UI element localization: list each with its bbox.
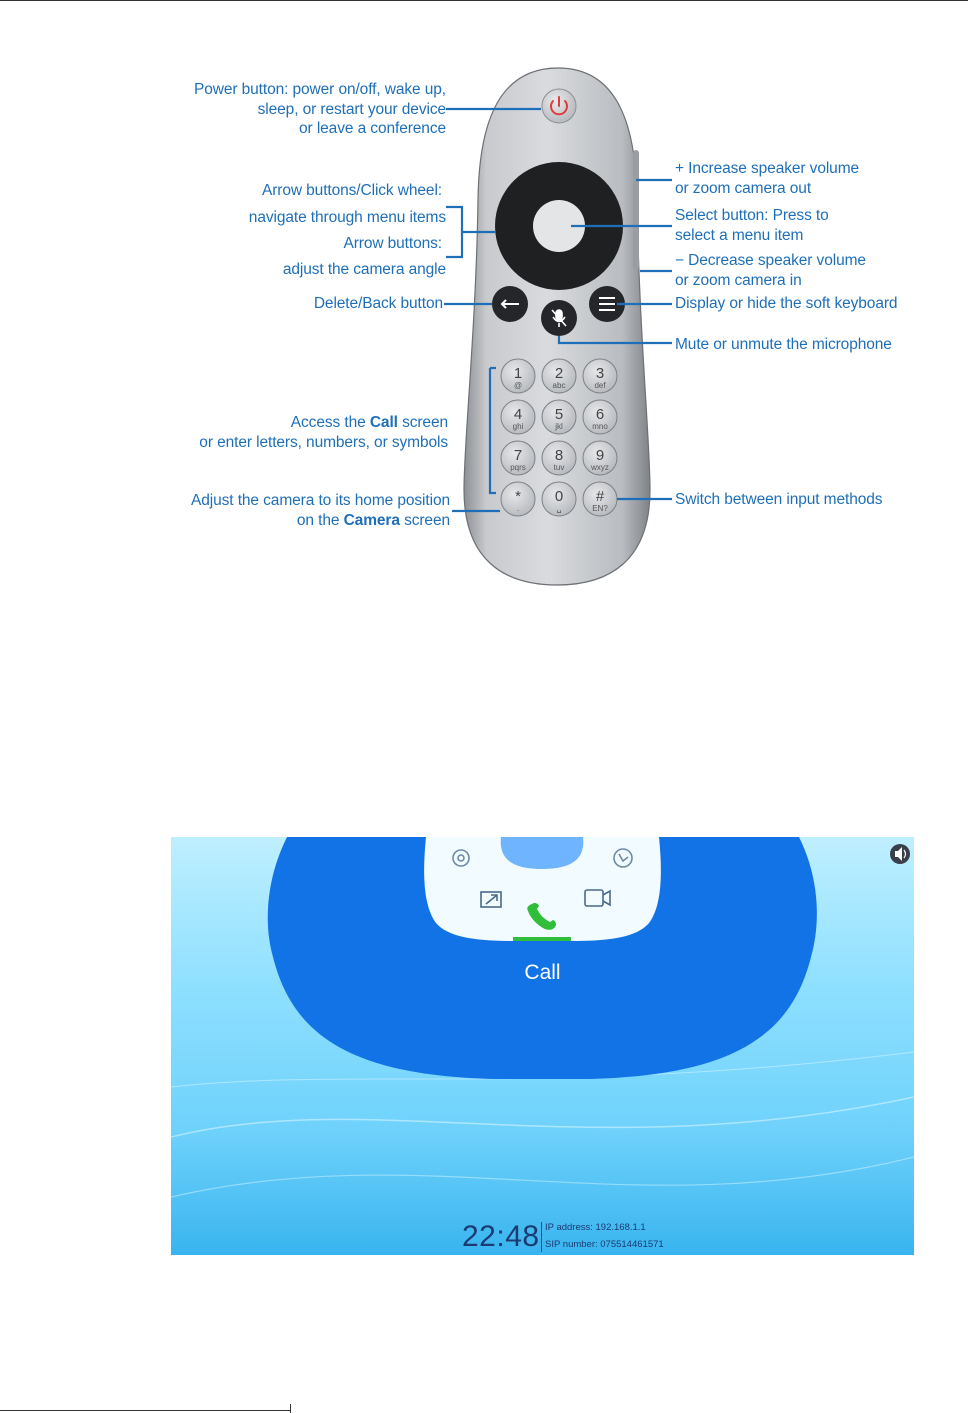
keypad-key-8[interactable] xyxy=(542,441,576,475)
volume-up-line2: or zoom camera out xyxy=(675,179,812,197)
volume-up-callout xyxy=(675,159,859,198)
power-callout-line3: or leave a conference xyxy=(299,120,446,137)
keypad-digit: 0 xyxy=(554,488,564,505)
device-home-screen xyxy=(171,837,914,1255)
volume-down-line1: − Decrease speaker volume xyxy=(675,252,866,269)
keypad-key-11[interactable] xyxy=(542,482,576,516)
speaker-volume-icon xyxy=(890,844,910,864)
keypad-digit: 3 xyxy=(595,365,605,382)
keypad-key-6[interactable] xyxy=(583,400,617,434)
select-line2: select a menu item xyxy=(675,226,804,244)
keypad-digit: 5 xyxy=(554,406,564,423)
power-callout-line2: sleep, or restart your device xyxy=(257,100,446,118)
keypad-key-7[interactable] xyxy=(501,441,535,475)
keypad-digit: 7 xyxy=(513,447,523,464)
access-callout-line2: or enter letters, numbers, or symbols xyxy=(199,433,448,451)
keypad-letters: def xyxy=(594,381,606,390)
mute-callout: Mute or unmute the microphone xyxy=(675,336,892,353)
keypad-key-9[interactable] xyxy=(583,441,617,475)
keypad-letters: tuv xyxy=(553,463,565,472)
keypad-key-4[interactable] xyxy=(501,400,535,434)
selected-indicator xyxy=(513,937,571,941)
arrow-camera-callout: adjust the camera angle xyxy=(282,261,446,278)
soft-keyboard-callout: Display or hide the soft keyboard xyxy=(675,295,898,312)
arrow-navigate-callout: navigate through menu items xyxy=(248,209,446,226)
keypad-digit: 2 xyxy=(554,365,564,382)
keypad-digit: 8 xyxy=(554,447,564,464)
home-screen-background xyxy=(171,837,914,1255)
delete-back-callout: Delete/Back button xyxy=(313,295,443,312)
power-button-callout xyxy=(194,80,446,139)
select-line1: Select button: Press to xyxy=(675,207,829,224)
keypad-key-5[interactable] xyxy=(542,400,576,434)
keypad-letters: EN? xyxy=(592,504,608,513)
selected-menu-label[interactable]: Call xyxy=(524,961,561,984)
volume-down-line2: or zoom camera in xyxy=(675,271,802,289)
keypad-digit: # xyxy=(595,488,605,505)
keypad-letters: abc xyxy=(552,381,566,390)
keypad-letters: . xyxy=(516,504,520,513)
page-footer-rule xyxy=(0,1410,290,1411)
keypad-digit: 9 xyxy=(595,447,605,464)
volume-down-callout xyxy=(675,251,866,290)
keypad-letters: wxyz xyxy=(591,463,609,472)
keypad-key-10[interactable] xyxy=(501,482,535,516)
sip-number: SIP number: 075514461571 xyxy=(545,1239,664,1250)
keypad-letters: pqrs xyxy=(510,463,526,472)
keypad-key-1[interactable] xyxy=(501,359,535,393)
keypad-digit: 6 xyxy=(595,406,605,423)
switch-input-callout: Switch between input methods xyxy=(675,491,883,508)
select-button-callout xyxy=(675,206,829,245)
camera-home-callout: Adjust the camera to its home position on the Camera screen xyxy=(191,492,450,529)
arrow-buttons-callout: Arrow buttons: xyxy=(343,235,442,252)
keypad-letters: ␣ xyxy=(556,504,562,513)
ip-address: IP address: 192.168.1.1 xyxy=(545,1222,646,1233)
keypad-key-12[interactable] xyxy=(583,482,617,516)
power-callout-line1: Power button: power on/off, wake up, xyxy=(193,81,446,98)
clock-divider xyxy=(541,1222,542,1252)
keypad-letters: @ xyxy=(513,381,523,390)
keypad-letters: jkl xyxy=(555,422,563,431)
home-callout-line1: Adjust the camera to its home position xyxy=(191,492,450,509)
remote-control-figure xyxy=(0,0,968,600)
arrow-title-callout: Arrow buttons/Click wheel: xyxy=(261,182,442,199)
keypad-letters: ghi xyxy=(512,422,524,431)
keypad-key-2[interactable] xyxy=(542,359,576,393)
volume-rocker xyxy=(633,150,639,270)
access-call-callout: Access the Call screen or enter letters, numbers, or symbols xyxy=(199,414,448,451)
clock-display: 22:48 xyxy=(462,1220,540,1253)
page-footer-tick xyxy=(290,1404,291,1413)
keypad-digit: 1 xyxy=(513,365,523,382)
keypad-letters: mno xyxy=(592,422,608,431)
keypad-digit: * xyxy=(515,488,521,505)
keypad-digit: 4 xyxy=(513,406,523,423)
volume-up-line1: + Increase speaker volume xyxy=(675,160,860,177)
keypad-key-3[interactable] xyxy=(583,359,617,393)
